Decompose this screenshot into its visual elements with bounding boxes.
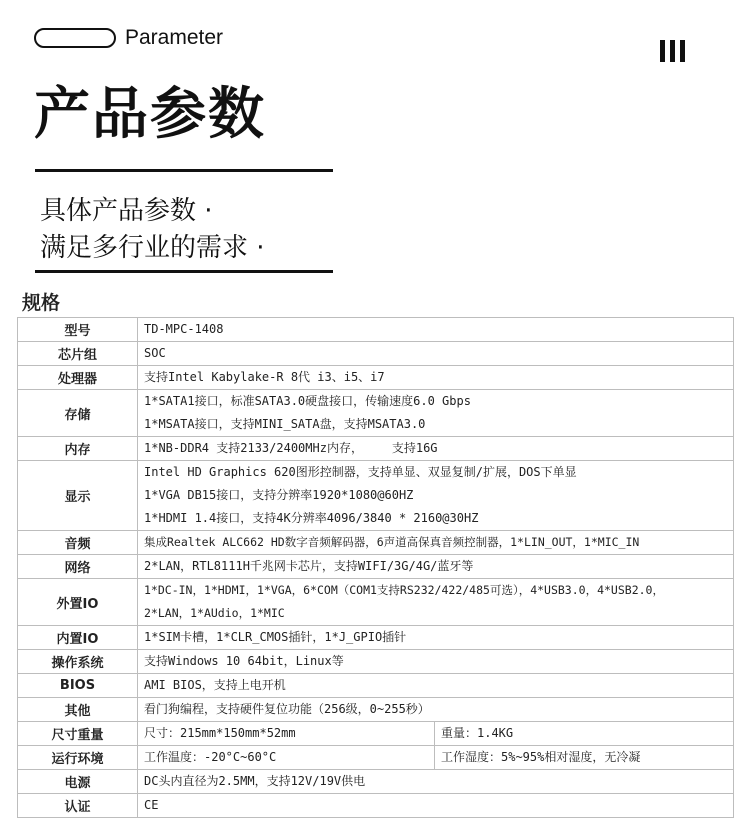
pill-decoration (34, 28, 116, 48)
spec-value (138, 579, 734, 626)
spec-row-power (18, 770, 734, 794)
spec-label: 电源 (18, 770, 138, 794)
spec-value-line: 1*SATA1接口，标准SATA3.0硬盘接口，传输速度6.0 Gbps (144, 394, 471, 408)
spec-label: 芯片组 (18, 342, 138, 366)
spec-heading: 规格 (22, 292, 61, 314)
spec-label: 内存 (18, 437, 138, 461)
spec-label: 尺寸重量 (18, 722, 138, 746)
spec-value: 支持Windows 10 64bit，Linux等 (138, 650, 734, 674)
spec-value-humidity: 工作湿度：5%~95%相对湿度，无冷凝 (435, 746, 734, 770)
page-title: 产品参数 (34, 82, 266, 147)
spec-value: AMI BIOS，支持上电开机 (138, 674, 734, 698)
spec-value-size: 尺寸：215mm*150mm*52mm (138, 722, 435, 746)
spec-label: 其他 (18, 698, 138, 722)
english-label: Parameter (125, 26, 224, 49)
spec-value: DC头内直径为2.5MM，支持12V/19V供电 (138, 770, 734, 794)
spec-value: 看门狗编程，支持硬件复位功能（256级，0~255秒） (138, 698, 734, 722)
spec-value-line: 1*DC-IN，1*HDMI，1*VGA，6*COM（COM1支持RS232/422/485可选），4*USB3.0，4*USB2.0， (144, 583, 664, 597)
spec-value-temperature: 工作温度：-20°C~60°C (138, 746, 435, 770)
spec-value (138, 390, 734, 437)
spec-label: 存储 (18, 390, 138, 437)
spec-value-line: 1*MSATA接口，支持MINI_SATA盘，支持MSATA3.0 (144, 417, 426, 431)
spec-label: 处理器 (18, 366, 138, 390)
spec-value: TD-MPC-1408 (138, 318, 734, 342)
spec-row-environment (18, 746, 734, 770)
spec-row-cpu (18, 366, 734, 390)
spec-value: 2*LAN，RTL8111H千兆网卡芯片，支持WIFI/3G/4G/蓝牙等 (138, 555, 734, 579)
triple-bar-icon (660, 40, 690, 66)
spec-label: 显示 (18, 461, 138, 531)
spec-value (138, 461, 734, 531)
spec-row-network (18, 555, 734, 579)
spec-value: 1*NB-DDR4 支持2133/2400MHz内存， 支持16G (138, 437, 734, 461)
spec-label: 操作系统 (18, 650, 138, 674)
spec-label: 外置IO (18, 579, 138, 626)
spec-row-internal-io (18, 626, 734, 650)
spec-row-storage (18, 390, 734, 437)
subtitle-line-1: 具体产品参数 · (40, 196, 213, 226)
spec-label: 音频 (18, 531, 138, 555)
spec-label: 认证 (18, 794, 138, 818)
spec-row-bios (18, 674, 734, 698)
subtitle-line-2: 满足多行业的需求 · (40, 233, 265, 263)
top-divider (35, 169, 333, 172)
spec-row-model (18, 318, 734, 342)
spec-label: 内置IO (18, 626, 138, 650)
spec-row-size-weight (18, 722, 734, 746)
spec-value-line: 1*VGA DB15接口，支持分辨率1920*1080@60HZ (144, 488, 414, 502)
spec-row-display (18, 461, 734, 531)
spec-value: CE (138, 794, 734, 818)
spec-value-line: 1*HDMI 1.4接口，支持4K分辨率4096/3840 * 2160@30HZ (144, 511, 479, 525)
spec-label: BIOS (18, 674, 138, 698)
spec-value: 1*SIM卡槽，1*CLR_CMOS插针，1*J_GPIO插针 (138, 626, 734, 650)
spec-value-weight: 重量：1.4KG (435, 722, 734, 746)
spec-value-line: Intel HD Graphics 620图形控制器，支持单显、双显复制/扩展，DOS下单显 (144, 465, 577, 479)
spec-value: 集成Realtek ALC662 HD数字音频解码器，6声道高保真音频控制器，1*LIN_OUT，1*MIC_IN (138, 531, 734, 555)
spec-row-other (18, 698, 734, 722)
spec-value: 支持Intel Kabylake-R 8代 i3、i5、i7 (138, 366, 734, 390)
spec-label: 网络 (18, 555, 138, 579)
spec-label: 型号 (18, 318, 138, 342)
spec-label: 运行环境 (18, 746, 138, 770)
spec-value: SOC (138, 342, 734, 366)
spec-value-line: 2*LAN，1*AUdio，1*MIC (144, 606, 285, 620)
spec-row-audio (18, 531, 734, 555)
spec-row-chipset (18, 342, 734, 366)
spec-table (17, 317, 734, 818)
bottom-divider (35, 270, 333, 273)
spec-row-memory (18, 437, 734, 461)
spec-row-os (18, 650, 734, 674)
spec-row-external-io (18, 579, 734, 626)
